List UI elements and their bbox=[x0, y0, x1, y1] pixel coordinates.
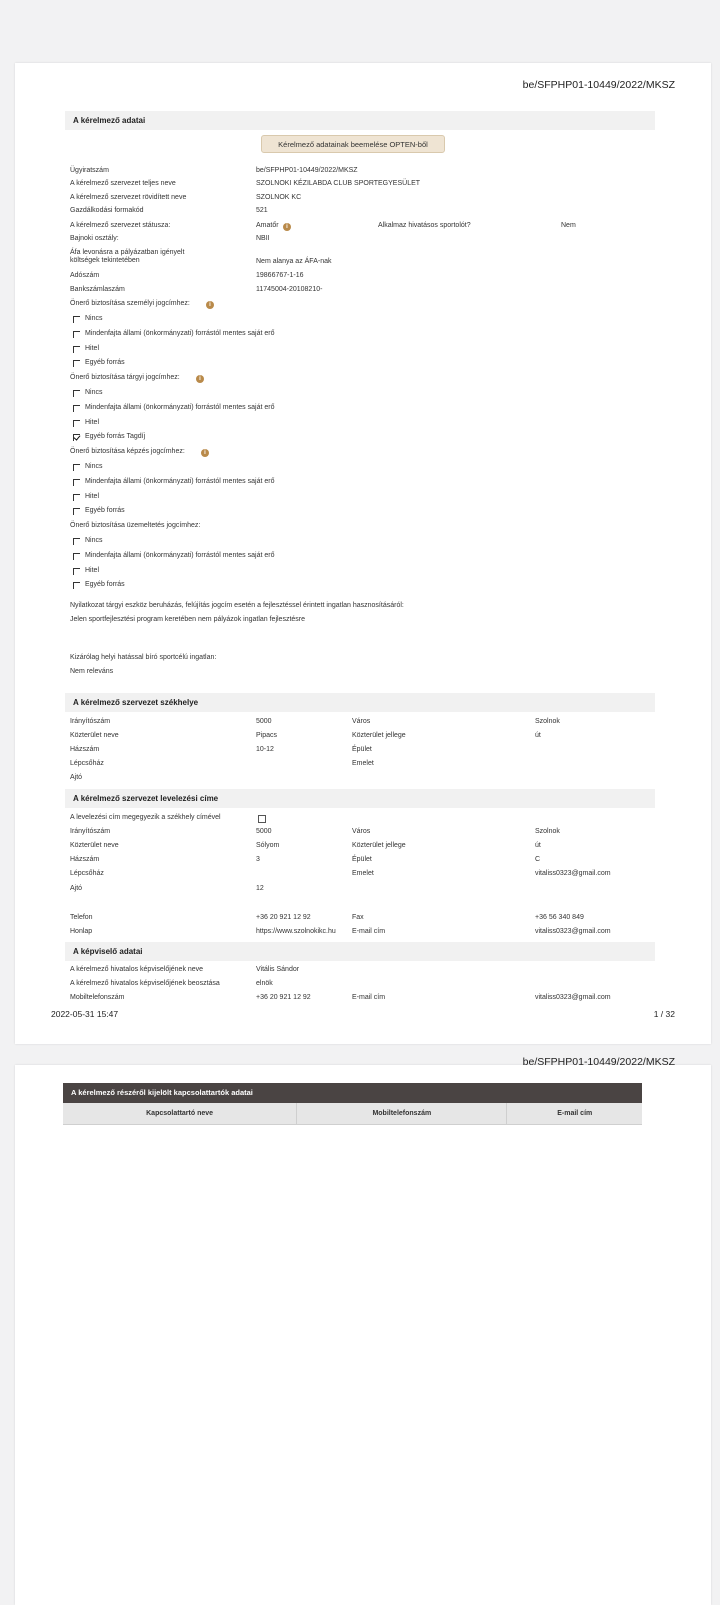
column-header-email: E-mail cím bbox=[557, 1110, 593, 1117]
option-label: Nincs bbox=[85, 315, 103, 322]
field-label: A levelezési cím megegyezik a székhely címével bbox=[70, 814, 221, 821]
checkbox-icon[interactable] bbox=[73, 494, 80, 501]
field-value: SZOLNOK KC bbox=[256, 194, 302, 201]
field-label: Közterület neve bbox=[70, 732, 119, 739]
declaration-value: Jelen sportfejlesztési program keretében nem pályázok ingatlan fejlesztésre bbox=[70, 616, 306, 623]
field-label: A kérelmező szervezet státusza: bbox=[70, 222, 171, 229]
checkbox-icon[interactable] bbox=[73, 553, 80, 560]
field-value: Pipacs bbox=[256, 732, 278, 739]
column-header-contact-name: Kapcsolattartó neve bbox=[63, 1103, 297, 1124]
field-value: NBII bbox=[256, 235, 270, 242]
field-label: Alkalmaz hivatásos sportolót? bbox=[378, 222, 471, 229]
field-label: Közterület jellege bbox=[352, 732, 406, 739]
section-headquarters: A kérelmező szervezet székhelye bbox=[65, 693, 655, 712]
field-value: +36 20 921 12 92 bbox=[256, 994, 311, 1001]
document-page-2 bbox=[15, 1056, 711, 1605]
checkbox-icon[interactable] bbox=[73, 538, 80, 545]
option-label: Hitel bbox=[85, 345, 100, 352]
field-label: Lépcsőház bbox=[70, 870, 104, 877]
field-value: vitaliss0323@gmail.com bbox=[535, 928, 611, 935]
option-label: Egyéb forrás bbox=[85, 507, 125, 514]
field-value: vitaliss0323@gmail.com bbox=[535, 870, 611, 877]
option-label: Nincs bbox=[85, 389, 103, 396]
field-label: Gazdálkodási formakód bbox=[70, 207, 144, 214]
field-value: 5000 bbox=[256, 828, 272, 835]
field-label: Emelet bbox=[352, 870, 374, 877]
field-value: 19866767-1-16 bbox=[256, 272, 304, 279]
field-label: Ajtó bbox=[70, 885, 83, 892]
section-applicant-data: A kérelmező adatai bbox=[65, 111, 655, 130]
field-value: Nem alanya az ÁFA-nak bbox=[256, 258, 332, 265]
field-label: Ügyiratszám bbox=[70, 167, 109, 174]
field-label: A kérelmező hivatalos képviselőjének neve bbox=[70, 966, 204, 973]
checkbox-icon[interactable] bbox=[73, 464, 80, 471]
local-property-title: Kizárólag helyi hatással bíró sportcélú ingatlan: bbox=[70, 654, 217, 661]
field-label: Irányítószám bbox=[70, 718, 111, 725]
funding-group-title: Önerő biztosítása képzés jogcímhez: bbox=[70, 448, 185, 455]
option-label: Mindenfajta állami (önkormányzati) forrástól mentes saját erő bbox=[85, 404, 275, 411]
option-label: Egyéb forrás bbox=[85, 359, 125, 366]
checkbox-icon[interactable] bbox=[73, 568, 80, 575]
info-icon[interactable]: i bbox=[283, 223, 291, 231]
checkbox-icon[interactable] bbox=[73, 360, 80, 367]
field-label: Közterület neve bbox=[70, 842, 119, 849]
field-value: +36 20 921 12 92 bbox=[256, 914, 311, 921]
option-label: Mindenfajta állami (önkormányzati) forrástól mentes saját erő bbox=[85, 478, 275, 485]
footer-date: 2022-05-31 15:47 bbox=[51, 1009, 119, 1019]
footer-page-number: 1 / 32 bbox=[653, 1009, 675, 1019]
field-label: Fax bbox=[352, 914, 364, 921]
option-label: Nincs bbox=[85, 537, 103, 544]
field-value: vitaliss0323@gmail.com bbox=[535, 994, 611, 1001]
field-label: Bankszámlaszám bbox=[70, 286, 125, 293]
field-label: Emelet bbox=[352, 760, 374, 767]
checkbox-icon[interactable] bbox=[73, 420, 80, 427]
funding-group-title: Önerő biztosítása személyi jogcímhez: bbox=[70, 300, 190, 307]
field-label: Mobiltelefonszám bbox=[70, 994, 125, 1001]
funding-group-title: Önerő biztosítása tárgyi jogcímhez: bbox=[70, 374, 180, 381]
field-value: 3 bbox=[256, 856, 260, 863]
field-label: Házszám bbox=[70, 856, 100, 863]
field-value: Amatőr bbox=[256, 222, 279, 229]
field-label: Épület bbox=[352, 746, 372, 753]
field-label: Bajnoki osztály: bbox=[70, 235, 119, 242]
option-label: Mindenfajta állami (önkormányzati) forrástól mentes saját erő bbox=[85, 552, 275, 559]
field-label: költségek tekintetében bbox=[70, 257, 140, 264]
field-label: Adószám bbox=[70, 272, 100, 279]
field-label: Közterület jellege bbox=[352, 842, 406, 849]
field-label: Irányítószám bbox=[70, 828, 111, 835]
document-reference: be/SFPHP01-10449/2022/MKSZ bbox=[522, 79, 675, 91]
checkbox-icon[interactable] bbox=[73, 316, 80, 323]
contacts-table-header bbox=[63, 1103, 642, 1125]
checkbox-icon[interactable] bbox=[73, 405, 80, 412]
field-value: út bbox=[535, 732, 541, 739]
funding-group-title: Önerő biztosítása üzemeltetés jogcímhez: bbox=[70, 522, 201, 529]
field-label: Lépcsőház bbox=[70, 760, 104, 767]
field-value: https://www.szolnokikc.hu bbox=[256, 928, 336, 935]
field-label: Város bbox=[352, 718, 371, 725]
field-label: Házszám bbox=[70, 746, 100, 753]
option-label: Hitel bbox=[85, 567, 100, 574]
option-label: Egyéb forrás Tagdíj bbox=[85, 433, 146, 440]
checkbox-icon[interactable] bbox=[258, 815, 266, 823]
field-value: 5000 bbox=[256, 718, 272, 725]
field-value: 11745004-20108210- bbox=[256, 286, 323, 293]
checkbox-icon[interactable] bbox=[73, 390, 80, 397]
field-value: C bbox=[535, 856, 541, 863]
section-representative: A képviselő adatai bbox=[65, 942, 655, 961]
field-value: 12 bbox=[256, 885, 264, 892]
declaration-title: Nyilatkozat tárgyi eszköz beruházás, felújítás jogcím esetén a fejlesztéssel érintett ingatlan hasznosításáról: bbox=[70, 602, 404, 609]
checkbox-icon[interactable] bbox=[73, 508, 80, 515]
info-icon[interactable]: i bbox=[201, 449, 209, 457]
field-value: út bbox=[535, 842, 541, 849]
field-label: A kérelmező hivatalos képviselőjének beosztása bbox=[70, 980, 220, 987]
document-page-1 bbox=[15, 63, 711, 1044]
contacts-table-title: A kérelmező részéről kijelölt kapcsolattartók adatai bbox=[63, 1083, 642, 1103]
field-label: Ajtó bbox=[70, 774, 83, 781]
field-value: 10-12 bbox=[256, 746, 274, 753]
info-icon[interactable]: i bbox=[196, 375, 204, 383]
field-label: E-mail cím bbox=[352, 928, 386, 935]
option-label: Hitel bbox=[85, 493, 100, 500]
field-value: Nem bbox=[561, 222, 576, 229]
field-label: A kérelmező szervezet teljes neve bbox=[70, 180, 176, 187]
checkbox-icon[interactable] bbox=[73, 582, 80, 589]
field-value: be/SFPHP01-10449/2022/MKSZ bbox=[256, 167, 358, 174]
option-label: Mindenfajta állami (önkormányzati) forrástól mentes saját erő bbox=[85, 330, 275, 337]
field-label: Honlap bbox=[70, 928, 93, 935]
option-label: Egyéb forrás bbox=[85, 581, 125, 588]
document-reference: be/SFPHP01-10449/2022/MKSZ bbox=[522, 1056, 675, 1068]
field-value: SZOLNOKI KÉZILABDA CLUB SPORTEGYESÜLET bbox=[256, 180, 421, 187]
field-value: Szolnok bbox=[535, 828, 560, 835]
field-value: 521 bbox=[256, 207, 268, 214]
field-value: +36 56 340 849 bbox=[535, 914, 584, 921]
field-label: Épület bbox=[352, 856, 372, 863]
field-value: Vitális Sándor bbox=[256, 966, 300, 973]
field-label: E-mail cím bbox=[352, 994, 386, 1001]
field-label: Áfa levonásra a pályázatban igényelt bbox=[70, 249, 185, 256]
opten-import-button[interactable]: Kérelmező adatainak beemelése OPTEN-ből bbox=[261, 135, 445, 153]
field-label: Város bbox=[352, 828, 371, 835]
field-label: A kérelmező szervezet rövidített neve bbox=[70, 194, 187, 201]
option-label: Hitel bbox=[85, 419, 100, 426]
field-value: elnök bbox=[256, 980, 273, 987]
checkbox-icon[interactable] bbox=[73, 331, 80, 338]
local-property-value: Nem releváns bbox=[70, 668, 114, 675]
option-label: Nincs bbox=[85, 463, 103, 470]
field-label: Telefon bbox=[70, 914, 93, 921]
column-header-mobile: Mobiltelefonszám bbox=[297, 1103, 507, 1124]
field-value: Szolnok bbox=[535, 718, 560, 725]
info-icon[interactable]: i bbox=[206, 301, 214, 309]
checkbox-icon[interactable] bbox=[73, 479, 80, 486]
checkbox-icon[interactable] bbox=[73, 346, 80, 353]
field-value: Sólyom bbox=[256, 842, 280, 849]
checkbox-checked-icon[interactable] bbox=[73, 434, 80, 441]
section-mailing-address: A kérelmező szervezet levelezési címe bbox=[65, 789, 655, 808]
